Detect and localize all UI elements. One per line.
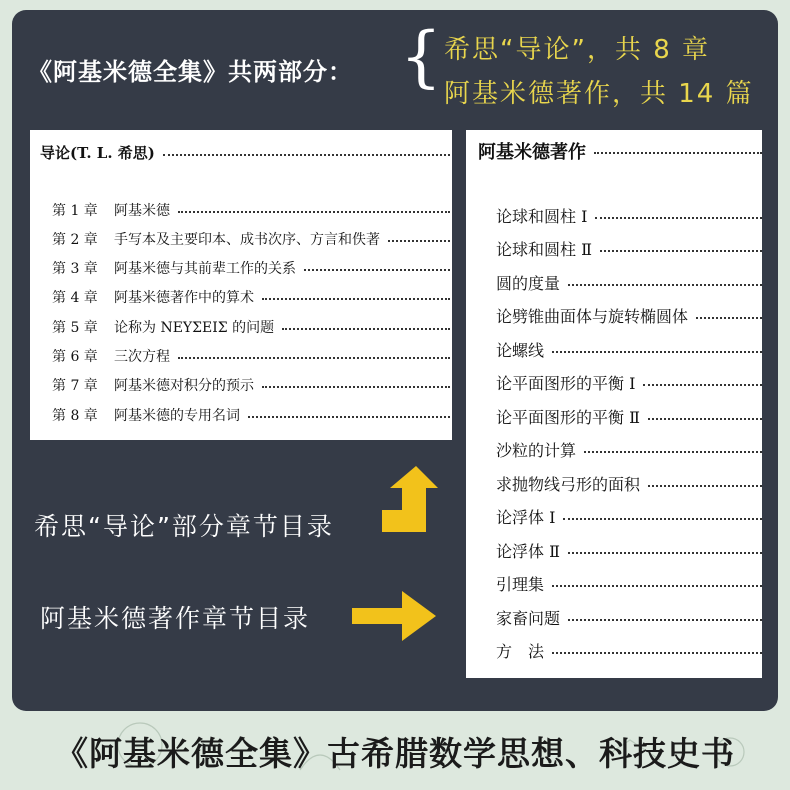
dot-leader [163, 154, 450, 156]
intro-toc-title: 导论(T. L. 希思) [40, 142, 450, 163]
chapter-row: 第 6 章 三次方程 [52, 346, 450, 366]
works-caption: 阿基米德著作章节目录 [40, 604, 311, 633]
part-intro: 希思“导论”，共 8 章 [444, 35, 711, 65]
works-toc-panel [466, 130, 762, 678]
work-row: 论平面图形的平衡 Ⅰ [496, 371, 762, 394]
dot-leader [594, 152, 762, 154]
work-row: 论浮体 Ⅰ [496, 505, 762, 528]
chapter-row: 第 5 章 论称为 ΝΕΥΣΕΙΣ 的问题 [52, 317, 450, 337]
headline: 《阿基米德全集》共两部分： [28, 58, 353, 86]
brace-symbol: { [400, 18, 442, 95]
arrow-up-right-icon [382, 466, 438, 532]
chapter-row: 第 4 章 阿基米德著作中的算术 [52, 287, 450, 307]
work-row: 论球和圆柱 Ⅰ [496, 204, 762, 227]
intro-toc-panel [30, 130, 452, 440]
chapter-row: 第 7 章 阿基米德对积分的预示 [52, 375, 450, 395]
footer-title: 《阿基米德全集》古希腊数学思想、科技史书 [55, 734, 735, 773]
chapter-row: 第 3 章 阿基米德与其前辈工作的关系 [52, 258, 450, 278]
intro-caption: 希思“导论”部分章节目录 [34, 512, 334, 541]
work-row: 圆的度量 [496, 271, 762, 294]
part-works: 阿基米德著作，共 14 篇 [444, 79, 754, 109]
chapter-row: 第 8 章 阿基米德的专用名词 [52, 405, 450, 425]
work-row: 引理集 [496, 572, 762, 595]
work-row: 求抛物线弓形的面积 [496, 472, 762, 495]
chapter-row: 第 2 章 手写本及主要印本、成书次序、方言和佚著 [52, 229, 450, 249]
arrow-right-icon [352, 591, 436, 641]
parts-list [444, 28, 754, 116]
chapter-row: 第 1 章 阿基米德 [52, 200, 450, 220]
works-toc-title: 阿基米德著作 [478, 138, 762, 164]
work-row: 方 法 [496, 639, 762, 662]
work-row: 家畜问题 [496, 606, 762, 629]
work-row: 沙粒的计算 [496, 438, 762, 461]
work-row: 论劈锥曲面体与旋转椭圆体 [496, 304, 762, 327]
work-row: 论浮体 Ⅱ [496, 539, 762, 562]
work-row: 论平面图形的平衡 Ⅱ [496, 405, 762, 428]
work-row: 论球和圆柱 Ⅱ [496, 237, 762, 260]
work-row: 论螺线 [496, 338, 762, 361]
